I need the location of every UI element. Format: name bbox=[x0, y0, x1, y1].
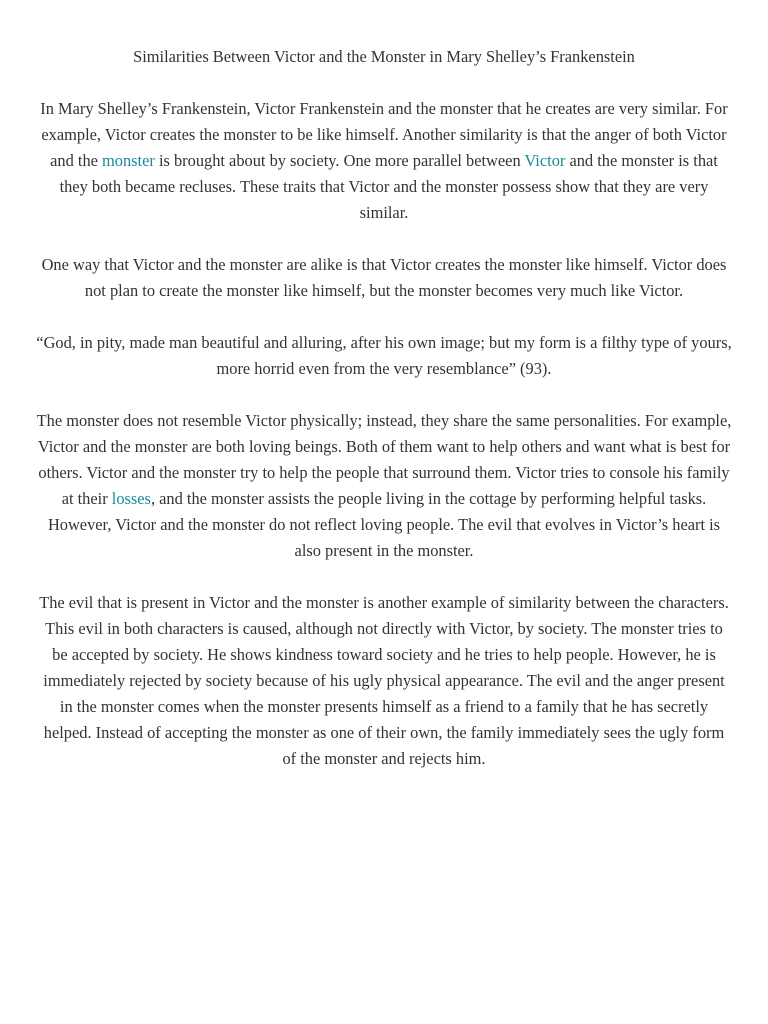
intro-text-3: and the monster is that they both became recluses. These traits that Victor and the monster possess show that they are very similar. bbox=[59, 151, 718, 222]
victor-link[interactable]: Victor bbox=[524, 151, 566, 170]
losses-link[interactable]: losses bbox=[111, 489, 151, 508]
monster-link[interactable]: monster bbox=[102, 151, 155, 170]
quote-paragraph: “God, in pity, made man beautiful and alluring, after his own image; but my form is a filthy type of yours, more horrid even from the very resemblance” (93). bbox=[36, 333, 732, 378]
body-paragraph-2-text-2: , and the monster assists the people living in the cottage by performing helpful tasks. However, Victor and the monster do not reflect loving people. The evil that evolves in Victor’s heart is also present in the monster. bbox=[47, 489, 721, 560]
body-paragraph-3: The evil that is present in Victor and the monster is another example of similarity between the characters. This evil in both characters is caused, although not directly with Victor, by society. The monster tries to be accepted by society. He shows kindness toward society and he tries to help people. However, he is immediately rejected by society because of his ugly physical appearance. The evil and the anger present in the monster comes when the monster presents himself as a friend to a family that he has secretly helped. Instead of accepting the monster as one of their own, the family immediately sees the ugly form of the monster and rejects him. bbox=[39, 593, 729, 768]
body-paragraph-2 bbox=[36, 408, 732, 564]
body-paragraph-2-text-1: The monster does not resemble Victor physically; instead, they share the same personalities. For example, Victor and the monster are both loving beings. Both of them want to help others and want what is best for others. Victor and the monster try to help the people that surround them. Victor tries to console his family at their bbox=[36, 411, 732, 508]
intro-text-1: In Mary Shelley’s Frankenstein, Victor Frankenstein and the monster that he creates are very similar. For example, Victor creates the monster to be like himself. Another similarity is that the anger of both Victor and the bbox=[40, 99, 728, 170]
intro-paragraph bbox=[36, 96, 732, 226]
document-title: Similarities Between Victor and the Monster in Mary Shelley’s Frankenstein bbox=[133, 47, 635, 66]
document-page bbox=[36, 44, 732, 798]
body-paragraph-1: One way that Victor and the monster are alike is that Victor creates the monster like himself. Victor does not plan to create the monster like himself, but the monster becomes very much like Victor. bbox=[41, 255, 727, 300]
intro-text-2: is brought about by society. One more parallel between bbox=[154, 151, 525, 170]
